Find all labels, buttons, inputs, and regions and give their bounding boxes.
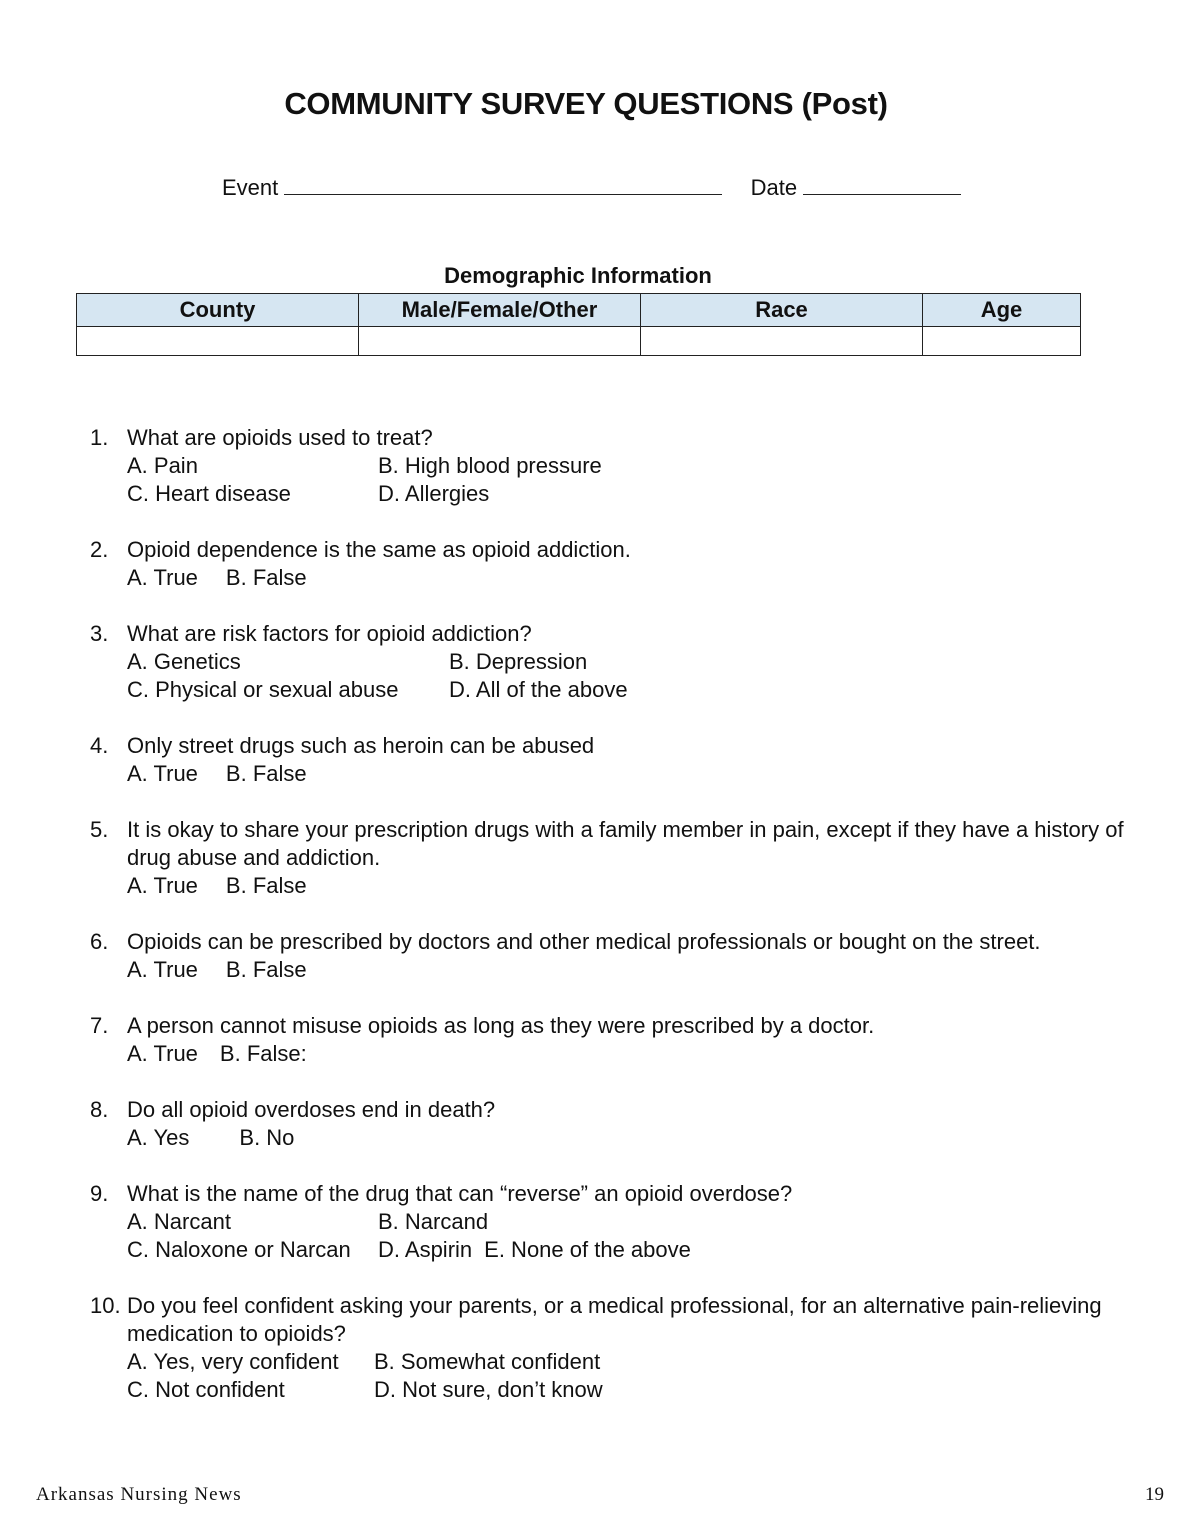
question-item (90, 732, 1130, 788)
answer-option[interactable]: A. True (127, 1041, 198, 1066)
question-number: 2. (90, 537, 109, 562)
column-header-age: Age (923, 294, 1081, 327)
answer-option[interactable]: E. None of the above (484, 1237, 691, 1262)
answer-option[interactable]: B. Narcand (378, 1209, 489, 1234)
event-date-line (222, 172, 961, 201)
question-text: Opioids can be prescribed by doctors and other medical professionals or bought on the street. (127, 929, 1041, 954)
answer-option[interactable]: A. Yes, very confident (127, 1349, 339, 1374)
answer-option[interactable]: C. Not confident (127, 1377, 285, 1402)
question-number: 4. (90, 733, 109, 758)
answer-option[interactable]: A. True (127, 761, 198, 786)
answer-option[interactable]: A. Narcant (127, 1209, 231, 1234)
question-text: What is the name of the drug that can “reverse” an opioid overdose? (127, 1181, 793, 1206)
answer-option[interactable]: A. True (127, 873, 198, 898)
answer-option[interactable]: B. High blood pressure (378, 453, 602, 478)
race-cell[interactable] (641, 327, 923, 356)
question-text: It is okay to share your prescription drugs with a family member in pain, except if they have a history of drug abuse and addiction. (127, 817, 1124, 870)
column-header-gender: Male/Female/Other (359, 294, 641, 327)
answer-option[interactable]: D. Allergies (378, 481, 490, 506)
answer-option[interactable]: B. False (225, 761, 307, 786)
column-header-race: Race (641, 294, 923, 327)
answer-option[interactable]: B. Somewhat confident (374, 1349, 601, 1374)
question-number: 10. (90, 1293, 121, 1318)
answer-option[interactable]: A. Genetics (127, 649, 241, 674)
question-number: 7. (90, 1013, 109, 1038)
date-input[interactable] (803, 172, 961, 195)
answer-option[interactable]: A. True (127, 957, 198, 982)
answer-option[interactable]: D. Aspirin (378, 1237, 473, 1262)
question-text: What are opioids used to treat? (127, 425, 433, 450)
gender-cell[interactable] (359, 327, 641, 356)
question-list (90, 424, 1130, 1432)
demographics-caption: Demographic Information (444, 263, 712, 288)
answer-option[interactable]: C. Naloxone or Narcan (127, 1237, 351, 1262)
answer-option[interactable]: B. Depression (449, 649, 588, 674)
question-text: Only street drugs such as heroin can be abused (127, 733, 595, 758)
event-input[interactable] (284, 172, 722, 195)
question-item (90, 536, 1130, 592)
question-number: 9. (90, 1181, 109, 1206)
answer-option[interactable]: D. All of the above (449, 677, 628, 702)
question-item (90, 928, 1130, 984)
answer-option[interactable]: B. False (225, 873, 307, 898)
answer-option[interactable]: B. False (225, 957, 307, 982)
answer-option[interactable]: A. Pain (127, 453, 198, 478)
question-text: Opioid dependence is the same as opioid addiction. (127, 537, 631, 562)
column-header-county: County (77, 294, 359, 327)
question-number: 8. (90, 1097, 109, 1122)
answer-option[interactable]: C. Heart disease (127, 481, 291, 506)
age-cell[interactable] (923, 327, 1081, 356)
demographics-table (76, 293, 1081, 356)
page-title: COMMUNITY SURVEY QUESTIONS (Post) (284, 86, 888, 121)
date-label: Date (750, 175, 798, 200)
county-cell[interactable] (77, 327, 359, 356)
question-item (90, 1180, 1130, 1264)
answer-option[interactable]: A. Yes (127, 1125, 190, 1150)
answer-option[interactable]: B. No (239, 1125, 295, 1150)
event-label: Event (222, 175, 279, 200)
answer-option[interactable]: C. Physical or sexual abuse (127, 677, 399, 702)
question-text: What are risk factors for opioid addiction? (127, 621, 532, 646)
answer-option[interactable]: B. False (225, 565, 307, 590)
page-number: 19 (1145, 1484, 1164, 1505)
question-number: 5. (90, 817, 109, 842)
question-item (90, 816, 1130, 900)
answer-option[interactable]: B. False: (219, 1041, 307, 1066)
question-number: 3. (90, 621, 109, 646)
question-item (90, 1012, 1130, 1068)
question-number: 1. (90, 425, 109, 450)
answer-option[interactable]: A. True (127, 565, 198, 590)
publication-name: Arkansas Nursing News (36, 1484, 242, 1505)
question-item (90, 1096, 1130, 1152)
question-text: Do you feel confident asking your parents, or a medical professional, for an alternative pain-relieving medication to opioids? (127, 1293, 1102, 1346)
question-text: A person cannot misuse opioids as long as they were prescribed by a doctor. (127, 1013, 875, 1038)
question-text: Do all opioid overdoses end in death? (127, 1097, 496, 1122)
question-item (90, 620, 1130, 704)
question-item (90, 1292, 1130, 1404)
question-number: 6. (90, 929, 109, 954)
answer-option[interactable]: D. Not sure, don’t know (374, 1377, 603, 1402)
question-item (90, 424, 1130, 508)
